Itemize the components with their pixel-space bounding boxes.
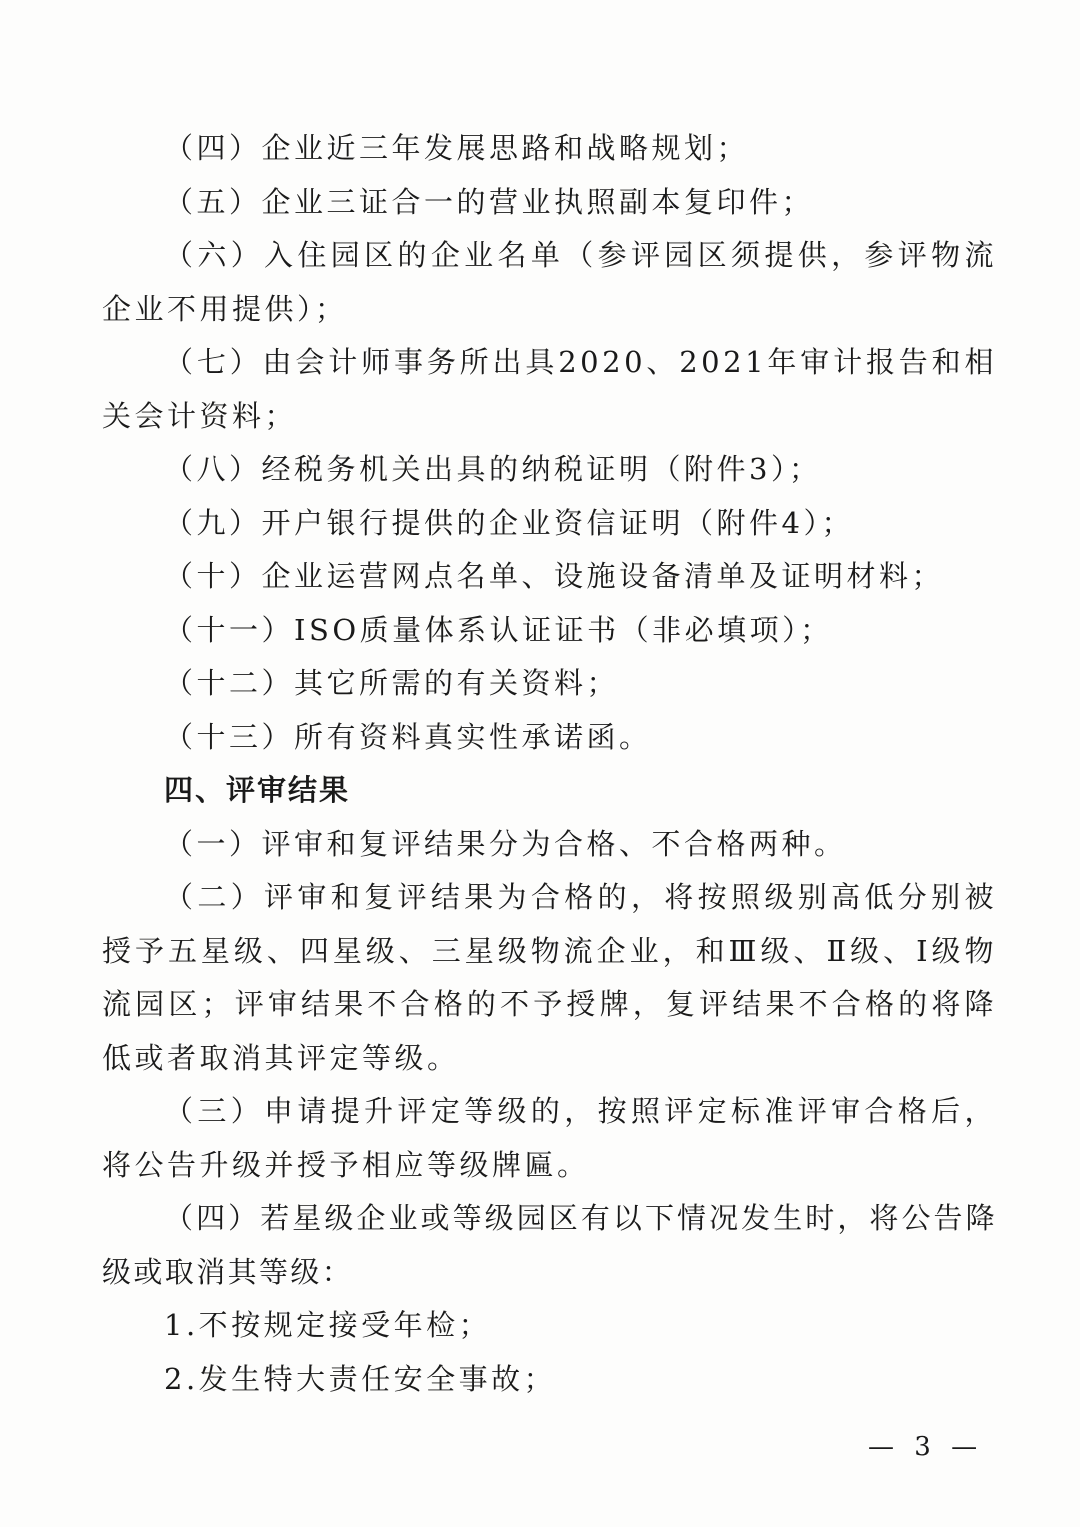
item-8-tax-certificate: （八）经税务机关出具的纳税证明（附件3）； xyxy=(164,452,822,486)
document-body xyxy=(102,122,997,1406)
item-4-development-plan: （四）企业近三年发展思路和战略规划； xyxy=(164,131,750,165)
item-11-iso-certificate: （十一）ISO质量体系认证证书（非必填项）； xyxy=(164,612,833,647)
result-4-downgrade: （四）若星级企业或等级园区有以下情况发生时，将公告降级或取消其等级： xyxy=(102,1201,997,1289)
downgrade-condition-2: 2.发生特大责任安全事故； xyxy=(164,1361,557,1396)
section-heading-review-results: 四、评审结果 xyxy=(164,773,351,807)
item-6-park-company-list: （六）入住园区的企业名单（参评园区须提供，参评物流企业不用提供）； xyxy=(102,238,997,326)
downgrade-condition-1: 1.不按规定接受年检； xyxy=(164,1308,492,1342)
result-1-pass-fail: （一）评审和复评结果分为合格、不合格两种。 xyxy=(164,826,847,861)
result-3-upgrade: （三）申请提升评定等级的，按照评定标准评审合格后，将公告升级并授予相应等级牌匾。 xyxy=(102,1094,997,1182)
item-10-operation-network: （十）企业运营网点名单、设施设备清单及证明材料； xyxy=(164,559,945,593)
item-9-credit-certificate: （九）开户银行提供的企业资信证明（附件4）； xyxy=(164,505,854,540)
item-7-audit-report: （七）由会计师事务所出具2020、2021年审计报告和相关会计资料； xyxy=(102,345,997,433)
item-13-authenticity-letter: （十三）所有资料真实性承诺函。 xyxy=(164,719,652,754)
result-2-grade-award: （二）评审和复评结果为合格的，将按照级别高低分别被授予五星级、四星级、三星级物流企业，和Ⅲ级、Ⅱ级、Ⅰ级物流园区；评审结果不合格的不予授牌，复评结果不合格的将降低或者取消其评定等级。 xyxy=(102,880,997,1075)
item-5-business-license: （五）企业三证合一的营业执照副本复印件； xyxy=(164,184,815,219)
item-12-other-materials: （十二）其它所需的有关资料； xyxy=(164,666,620,700)
page-number: — 3 — xyxy=(868,1432,984,1462)
